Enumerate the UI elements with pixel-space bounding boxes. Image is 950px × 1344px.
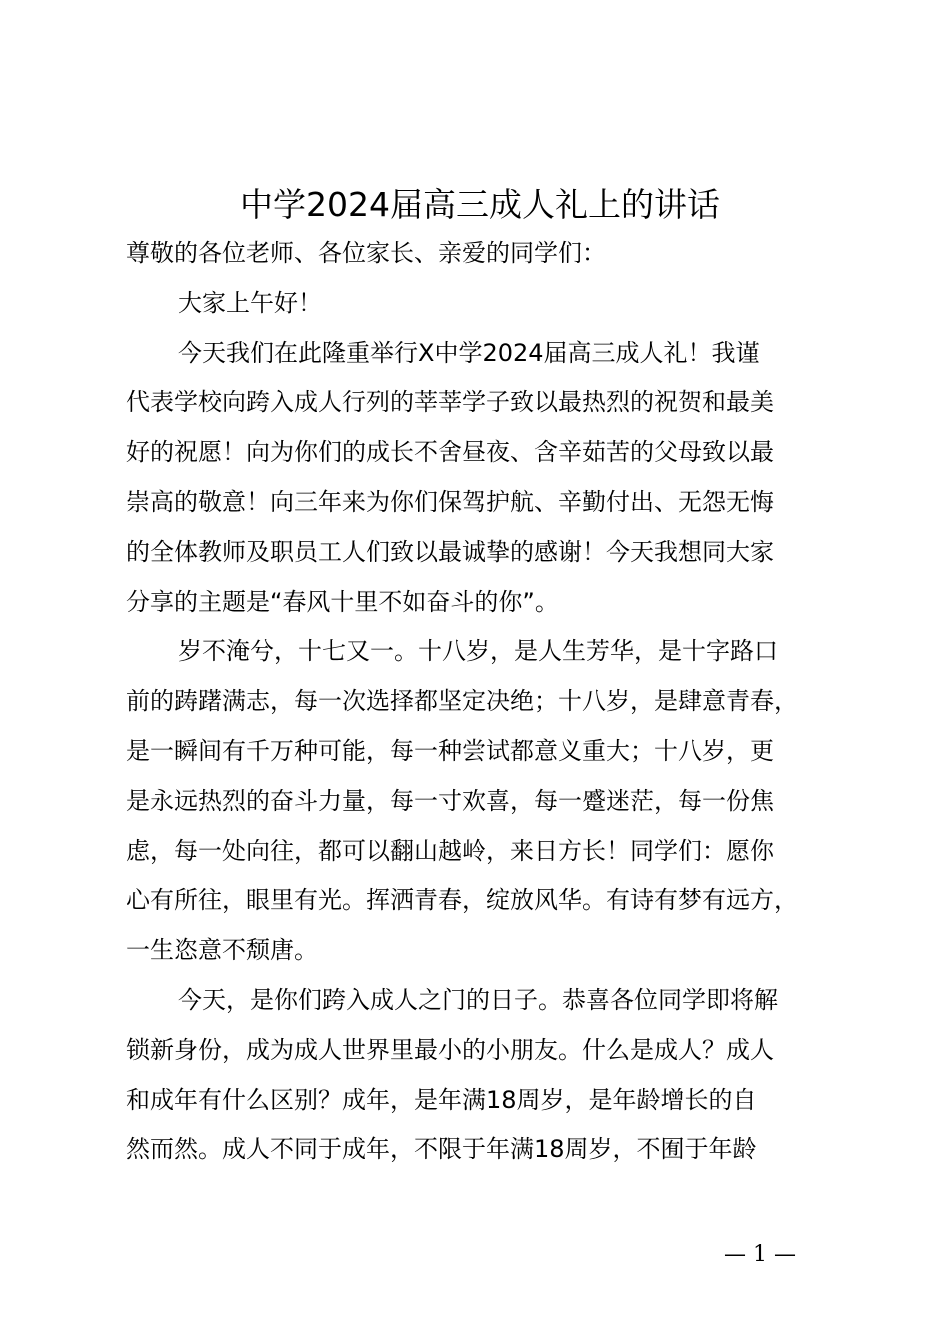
document-body [126,229,862,1175]
text-line: 的全体教师及职员工人们致以最诚挚的感谢！今天我想同大家 [126,537,774,566]
text-line: 一生恣意不颓唐。 [126,936,318,965]
text-line: 和成年有什么区别？成年，是年满18周岁，是年龄增长的自 [126,1085,757,1114]
text-line: 今天，是你们跨入成人之门的日子。恭喜各位同学即将解 [178,985,778,1014]
salutation-line: 尊敬的各位老师、各位家长、亲爱的同学们： [126,239,606,267]
greeting-line: 大家上午好！ [178,288,322,317]
text-line: 崇高的敬意！向三年来为你们保驾护航、辛勤付出、无怨无悔 [126,487,774,516]
text-line: 岁不淹兮，十七又一。十八岁，是人生芳华，是十字路口 [178,637,778,666]
text-line: 今天我们在此隆重举行X中学2024届高三成人礼！我谨 [178,338,760,367]
text-line: 是永远热烈的奋斗力量，每一寸欢喜，每一蹙迷茫，每一份焦 [126,786,774,815]
text-line: 虑，每一处向往，都可以翻山越岭，来日方长！同学们：愿你 [126,836,774,865]
text-line: 心有所往，眼里有光。挥洒青春，绽放风华。有诗有梦有远方， [126,886,798,915]
text-line: 前的踌躇满志，每一次选择都坚定决绝；十八岁，是肆意青春， [126,687,798,716]
text-line: 分享的主题是“春风十里不如奋斗的你”。 [126,587,559,616]
text-line: 好的祝愿！向为你们的成长不舍昼夜、含辛茹苦的父母致以最 [126,438,774,467]
page-number: — 1 — [724,1242,796,1267]
document-title: 中学2024届高三成人礼上的讲话 [240,185,720,224]
text-line: 是一瞬间有千万种可能，每一种尝试都意义重大；十八岁，更 [126,736,774,765]
text-line: 然而然。成人不同于成年，不限于年满18周岁，不囿于年龄 [126,1135,757,1164]
text-line: 锁新身份，成为成人世界里最小的小朋友。什么是成人？成人 [126,1035,774,1064]
text-line: 代表学校向跨入成人行列的莘莘学子致以最热烈的祝贺和最美 [126,388,774,417]
